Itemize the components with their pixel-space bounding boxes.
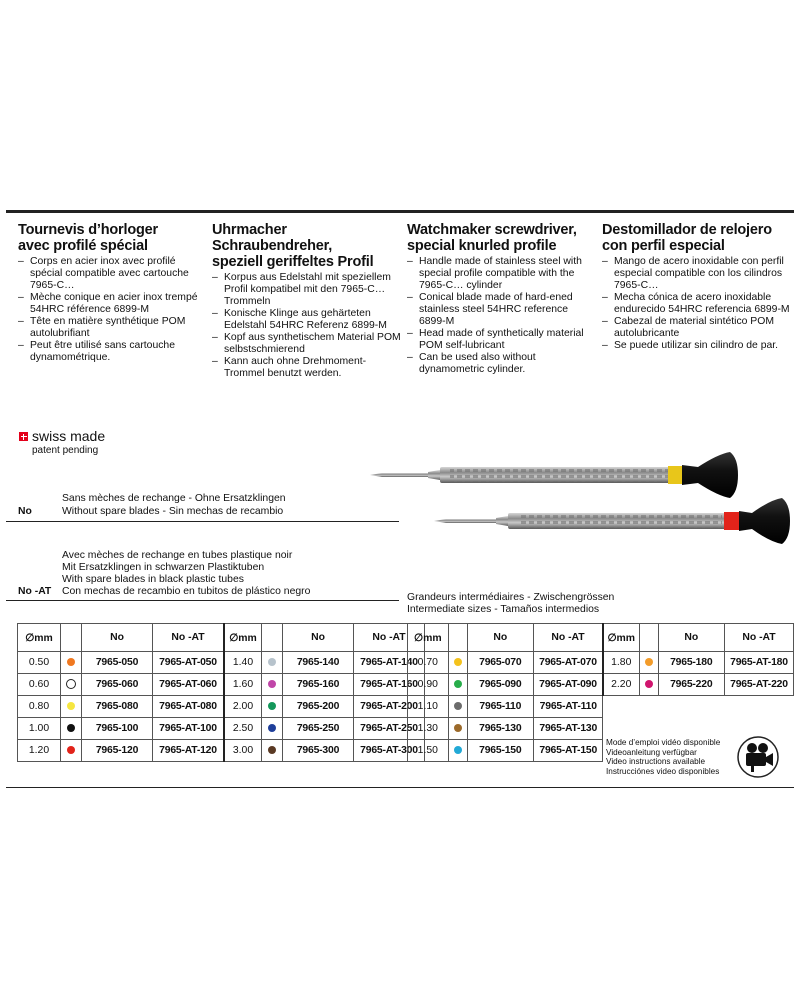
list-item: – Tête en matière synthétique POM autolubrifiant <box>18 316 208 340</box>
article-no-cell: 7965-070 <box>467 652 533 674</box>
option-at-line: Avec mèches de rechange en tubes plastique noir <box>62 550 293 561</box>
color-dot-icon <box>67 724 75 732</box>
color-dot-cell <box>61 740 82 762</box>
empty-cell <box>639 696 658 718</box>
title-line: Watchmaker screwdriver, <box>407 222 577 238</box>
article-no-cell: 7965-060 <box>82 674 153 696</box>
header-at: No -AT <box>724 624 793 652</box>
blade-collar <box>428 470 440 480</box>
diameter-cell: 1.80 <box>603 652 639 674</box>
col-german-list <box>212 272 402 380</box>
col-german <box>212 222 402 380</box>
col-english-title <box>407 222 597 254</box>
empty-cell <box>639 718 658 740</box>
col-french <box>18 222 208 364</box>
diameter-symbol: ∅ <box>414 632 424 644</box>
diameter-cell: 1.20 <box>18 740 61 762</box>
article-no-cell: 7965-200 <box>283 696 354 718</box>
option-no-line: Sans mèches de rechange - Ohne Ersatzklingen <box>62 493 286 504</box>
header-no: No <box>283 624 354 652</box>
article-at-cell: 7965-AT-150 <box>534 740 603 762</box>
header-no: No <box>467 624 533 652</box>
option-no-line: Without spare blades - Sin mechas de recambio <box>62 506 284 517</box>
handle-knurl <box>450 468 672 482</box>
title-line: Schraubendreher, <box>212 238 333 254</box>
title-line: Uhrmacher <box>212 222 287 238</box>
article-at-cell: 7965-AT-110 <box>534 696 603 718</box>
list-item: – Mango de acero inoxidable con perfil especial compatible con los cilindros 7965-C… <box>602 256 792 292</box>
color-dot-cell <box>61 696 82 718</box>
list-item: – Mecha cónica de acero inoxidable endurecido 54HRC referencia 6899-M <box>602 292 792 316</box>
diameter-symbol: ∅ <box>25 632 35 644</box>
top-rule <box>6 210 794 213</box>
diameter-cell: 1.00 <box>18 718 61 740</box>
video-line: Video instructions available <box>606 757 706 766</box>
table-row <box>408 674 794 696</box>
table-row <box>408 652 794 674</box>
color-dot-cell <box>262 674 283 696</box>
color-dot-icon <box>268 702 276 710</box>
article-at-cell: 7965-AT-050 <box>153 652 225 674</box>
table-row <box>18 718 425 740</box>
color-dot-cell <box>61 652 82 674</box>
color-dot-icon <box>66 679 76 689</box>
article-at-cell: 7965-AT-060 <box>153 674 225 696</box>
empty-cell <box>603 696 639 718</box>
screwdriver-image <box>432 496 796 546</box>
patent-pending-label: patent pending <box>32 445 99 456</box>
color-dot-icon <box>268 658 276 666</box>
handle-head <box>682 452 738 498</box>
handle-knurl <box>518 514 722 528</box>
blade-collar <box>496 516 508 526</box>
color-band-red <box>724 512 739 530</box>
header-diameter <box>603 624 639 652</box>
diameter-cell: 1.50 <box>408 740 449 762</box>
color-dot-cell <box>639 652 658 674</box>
article-no-cell: 7965-180 <box>658 652 724 674</box>
empty-cell <box>603 718 639 740</box>
header-color <box>448 624 467 652</box>
article-no-cell: 7965-250 <box>283 718 354 740</box>
list-item: – Se puede utilizar sin cilindro de par. <box>602 340 792 352</box>
color-dot-icon <box>454 658 462 666</box>
blade-tip <box>370 473 428 477</box>
article-no-cell: 7965-090 <box>467 674 533 696</box>
diameter-cell: 0.90 <box>408 674 449 696</box>
header-mm: mm <box>34 632 53 644</box>
list-item: – Head made of synthetically material POM self-lubricant <box>407 328 597 352</box>
option-at-line: With spare blades in black plastic tubes <box>62 574 244 585</box>
intermediate-line: Intermediate sizes - Tamaños intermedios <box>407 604 600 615</box>
title-line: speziell geriffeltes Profil <box>212 254 374 270</box>
video-camera-icon <box>737 736 779 778</box>
swiss-made-label: swiss made <box>32 428 106 444</box>
table-row <box>408 740 794 762</box>
color-dot-icon <box>67 702 75 710</box>
diameter-cell: 3.00 <box>224 740 262 762</box>
header-diameter <box>408 624 449 652</box>
screwdriver-image <box>368 450 748 500</box>
list-item: – Conical blade made of hard-ened stainless steel 54HRC reference 6899-M <box>407 292 597 328</box>
header-no: No <box>658 624 724 652</box>
blade-tip <box>434 519 496 523</box>
handle-head <box>739 498 790 544</box>
diameter-cell: 1.40 <box>224 652 262 674</box>
diameter-cell: 0.80 <box>18 696 61 718</box>
list-item: – Konische Klinge aus gehärteten Edelstahl 54HRC Referenz 6899-M <box>212 308 402 332</box>
option-at-line: Mit Ersatzklingen in schwarzen Plastiktuben <box>62 562 265 573</box>
option-at-code: No -AT <box>18 586 52 597</box>
catalog-panel <box>6 210 794 788</box>
diameter-symbol: ∅ <box>607 632 617 644</box>
intermediate-line: Grandeurs intermédiaires - Zwischengrössen <box>407 592 615 603</box>
table-row <box>18 652 425 674</box>
article-at-cell: 7965-AT-180 <box>724 652 793 674</box>
color-dot-icon <box>268 680 276 688</box>
table-row <box>18 696 425 718</box>
sizes-table-standard <box>17 623 425 762</box>
col-spanish-list <box>602 256 792 352</box>
intermediate-sizes-note <box>407 592 614 616</box>
title-line: con perfil especial <box>602 238 725 254</box>
header-color <box>639 624 658 652</box>
col-spanish <box>602 222 792 352</box>
table-header-row <box>408 624 794 652</box>
table-row <box>408 718 794 740</box>
color-band-yellow <box>668 466 682 484</box>
article-no-cell: 7965-110 <box>467 696 533 718</box>
color-dot-icon <box>67 746 75 754</box>
empty-cell <box>658 696 724 718</box>
col-english-list <box>407 256 597 376</box>
header-mm: mm <box>238 632 257 644</box>
title-line: special knurled profile <box>407 238 557 254</box>
article-no-cell: 7965-130 <box>467 718 533 740</box>
article-at-cell: 7965-AT-300 <box>354 740 425 762</box>
col-english <box>407 222 597 376</box>
diameter-cell: 2.20 <box>603 674 639 696</box>
color-dot-cell <box>448 740 467 762</box>
list-item: – Korpus aus Edelstahl mit speziellem Profil kompatibel mit den 7965-C… Trommeln <box>212 272 402 308</box>
article-at-cell: 7965-AT-100 <box>153 718 225 740</box>
color-dot-icon <box>454 746 462 754</box>
video-line: Mode d’emploi vidéo disponible <box>606 738 721 747</box>
color-dot-cell <box>262 718 283 740</box>
list-item: – Kann auch ohne Drehmoment-Trommel benutzt werden. <box>212 356 402 380</box>
list-item: – Corps en acier inox avec profilé spécial compatible avec cartouche 7965-C… <box>18 256 208 292</box>
diameter-cell: 2.00 <box>224 696 262 718</box>
bottom-rule <box>6 787 794 788</box>
color-dot-icon <box>454 724 462 732</box>
swiss-flag-icon <box>19 432 28 441</box>
article-no-cell: 7965-120 <box>82 740 153 762</box>
article-at-cell: 7965-AT-200 <box>354 696 425 718</box>
article-no-cell: 7965-140 <box>283 652 354 674</box>
divider <box>6 600 399 601</box>
title-line: Tournevis d’horloger <box>18 222 158 238</box>
sizes-table-intermediate <box>407 623 794 762</box>
color-dot-cell <box>61 718 82 740</box>
divider <box>6 521 399 522</box>
list-item: – Mèche conique en acier inox trempé 54HRC référence 6899-M <box>18 292 208 316</box>
color-dot-icon <box>645 658 653 666</box>
article-at-cell: 7965-AT-070 <box>534 652 603 674</box>
header-at: No -AT <box>534 624 603 652</box>
title-line: Destomillador de relojero <box>602 222 772 238</box>
empty-cell <box>724 696 793 718</box>
list-item: – Cabezal de material sintético POM autolubricante <box>602 316 792 340</box>
article-no-cell: 7965-220 <box>658 674 724 696</box>
color-dot-cell <box>262 696 283 718</box>
header-diameter <box>18 624 61 652</box>
empty-cell <box>658 718 724 740</box>
diameter-cell: 0.50 <box>18 652 61 674</box>
color-dot-cell <box>639 674 658 696</box>
diameter-cell: 1.30 <box>408 718 449 740</box>
header-mm: mm <box>616 632 636 644</box>
color-dot-cell <box>262 652 283 674</box>
table-row <box>408 696 794 718</box>
video-line: Instrucciónes video disponibles <box>606 766 720 776</box>
article-no-cell: 7965-080 <box>82 696 153 718</box>
video-line: Videoanleitung verfügbar <box>606 747 697 757</box>
header-at: No -AT <box>354 624 425 652</box>
title-line: avec profilé spécial <box>18 238 148 254</box>
article-at-cell: 7965-AT-090 <box>534 674 603 696</box>
color-dot-cell <box>448 718 467 740</box>
header-no: No <box>82 624 153 652</box>
table-row <box>18 674 425 696</box>
header-at: No -AT <box>153 624 225 652</box>
diameter-cell: 1.60 <box>224 674 262 696</box>
color-dot-icon <box>454 680 462 688</box>
col-german-title <box>212 222 402 270</box>
color-dot-cell <box>448 674 467 696</box>
color-dot-cell <box>61 674 82 696</box>
diameter-cell: 0.60 <box>18 674 61 696</box>
article-at-cell: 7965-AT-140 <box>354 652 425 674</box>
col-french-title <box>18 222 208 254</box>
color-dot-cell <box>448 652 467 674</box>
article-no-cell: 7965-300 <box>283 740 354 762</box>
color-dot-icon <box>268 746 276 754</box>
table-header-row <box>18 624 425 652</box>
article-at-cell: 7965-AT-120 <box>153 740 225 762</box>
table-row <box>18 740 425 762</box>
header-mm: mm <box>423 632 442 644</box>
list-item: – Handle made of stainless steel with special profile compatible with the 7965-C… cylinder <box>407 256 597 292</box>
col-spanish-title <box>602 222 792 254</box>
header-color <box>262 624 283 652</box>
list-item: – Can be used also without dynamometric cylinder. <box>407 352 597 376</box>
header-diameter <box>224 624 262 652</box>
color-dot-icon <box>454 702 462 710</box>
list-item: – Kopf aus synthetischem Material POM selbstschmierend <box>212 332 402 356</box>
video-instructions-note <box>606 738 720 776</box>
col-french-list <box>18 256 208 364</box>
header-color <box>61 624 82 652</box>
article-no-cell: 7965-100 <box>82 718 153 740</box>
color-dot-icon <box>67 658 75 666</box>
list-item: – Peut être utilisé sans cartouche dynamométrique. <box>18 340 208 364</box>
option-no-code: No <box>18 506 32 517</box>
diameter-cell: 1.10 <box>408 696 449 718</box>
article-at-cell: 7965-AT-130 <box>534 718 603 740</box>
article-at-cell: 7965-AT-250 <box>354 718 425 740</box>
article-at-cell: 7965-AT-160 <box>354 674 425 696</box>
diameter-cell: 0.70 <box>408 652 449 674</box>
article-no-cell: 7965-150 <box>467 740 533 762</box>
article-at-cell: 7965-AT-220 <box>724 674 793 696</box>
article-no-cell: 7965-050 <box>82 652 153 674</box>
diameter-symbol: ∅ <box>229 632 239 644</box>
diameter-cell: 2.50 <box>224 718 262 740</box>
color-dot-cell <box>262 740 283 762</box>
color-dot-icon <box>268 724 276 732</box>
article-at-cell: 7965-AT-080 <box>153 696 225 718</box>
color-dot-icon <box>645 680 653 688</box>
color-dot-cell <box>448 696 467 718</box>
article-no-cell: 7965-160 <box>283 674 354 696</box>
option-at-line: Con mechas de recambio en tubitos de plástico negro <box>62 586 311 597</box>
